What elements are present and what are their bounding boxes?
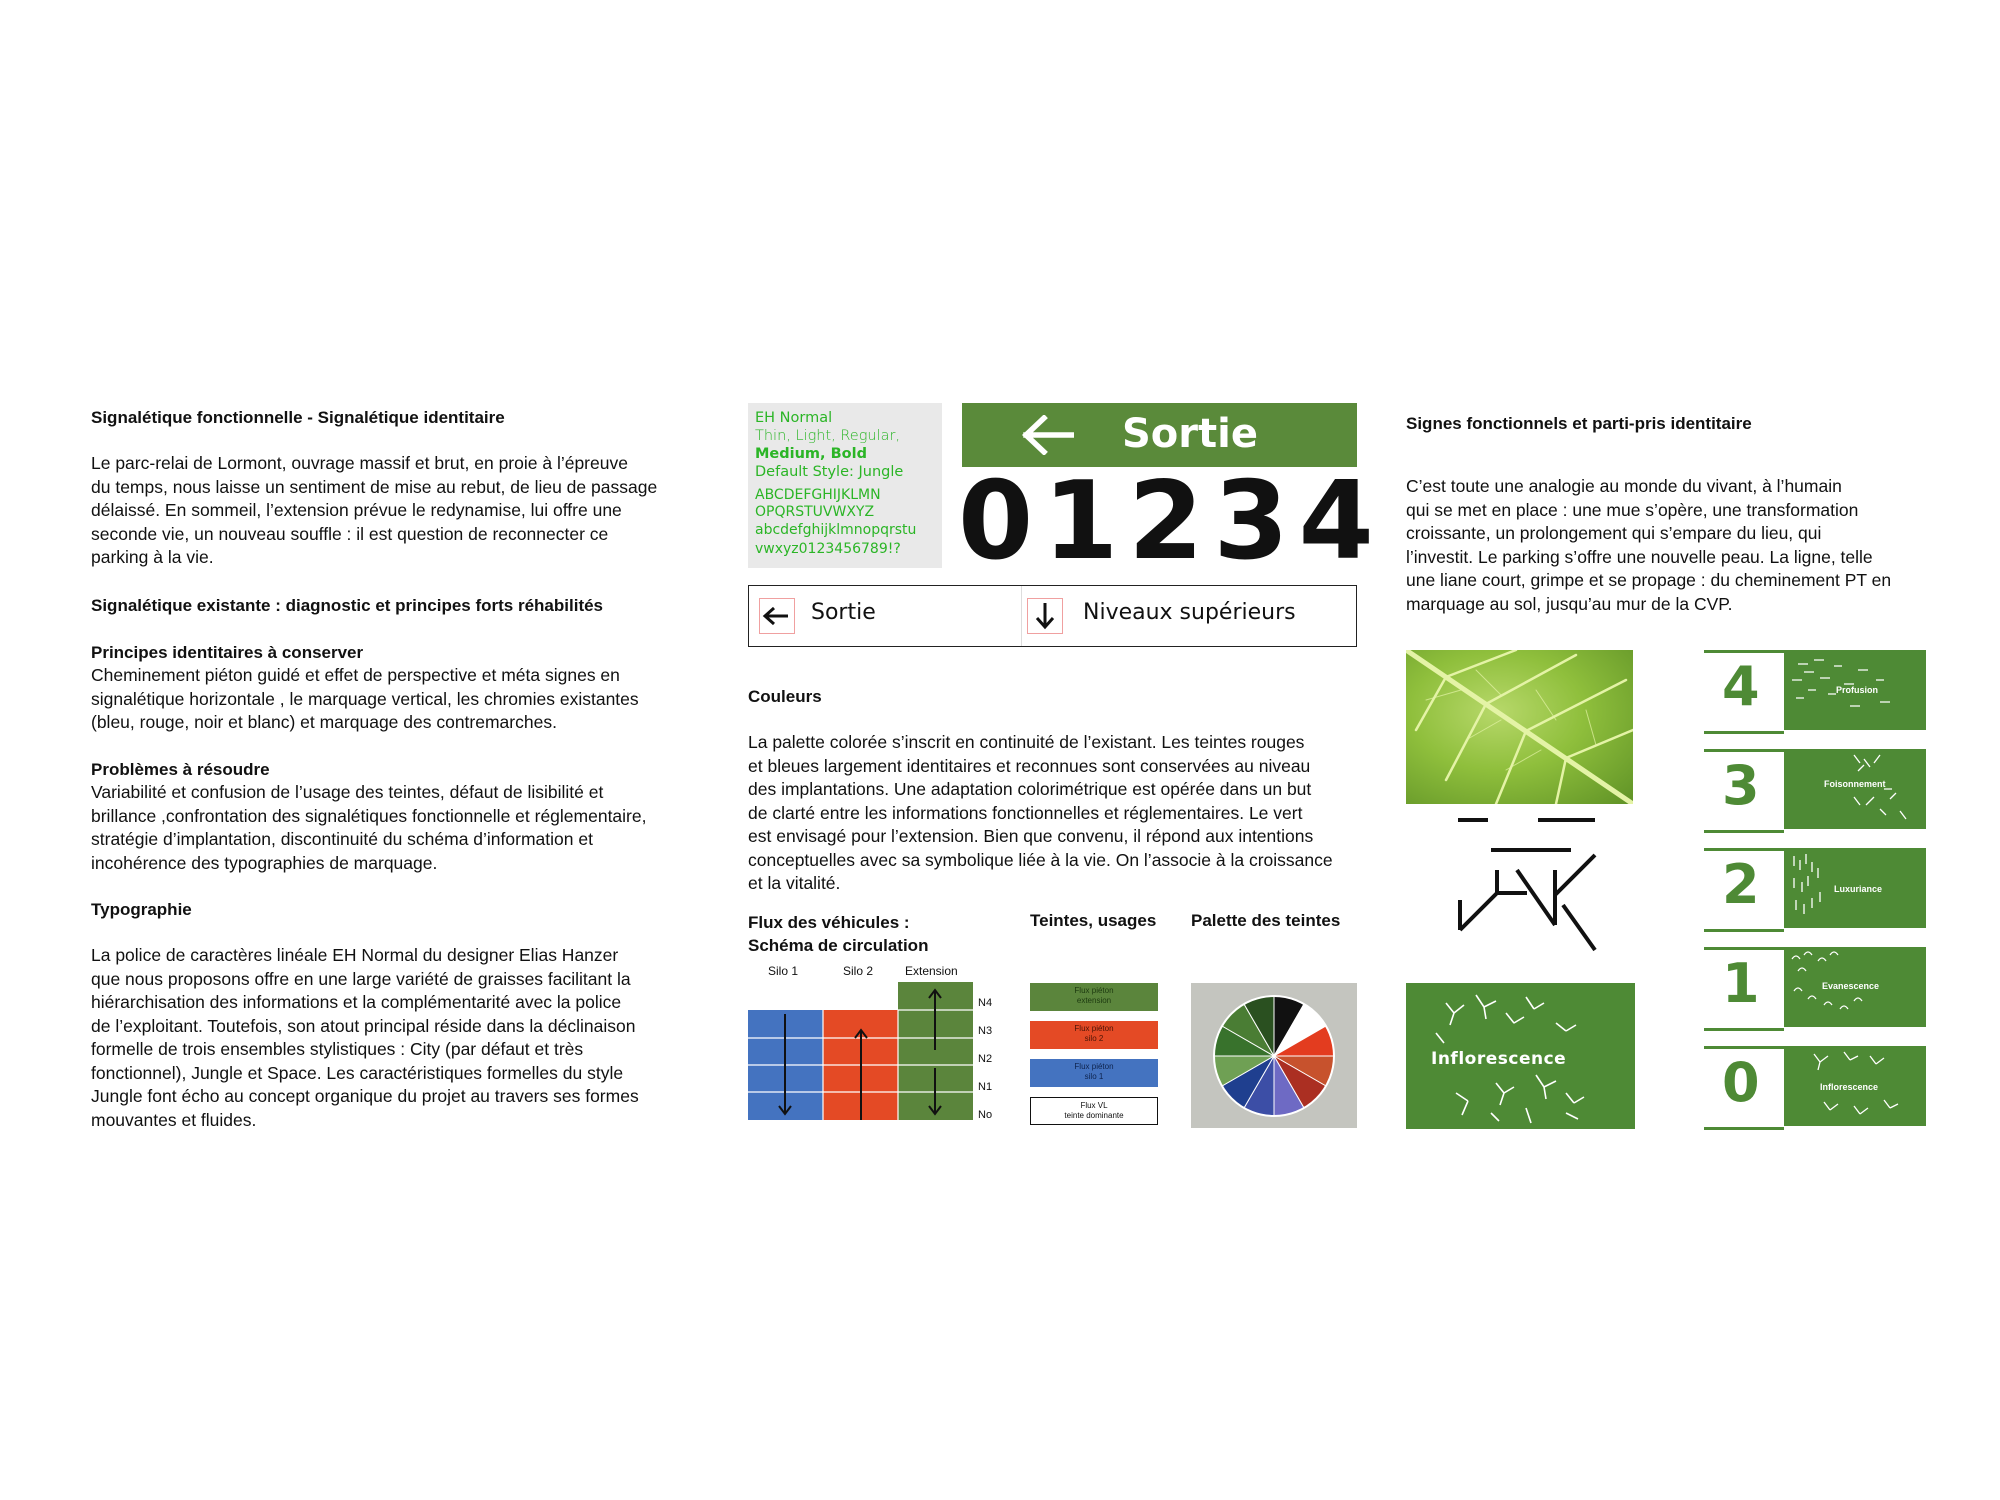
- level-tile-1: [1704, 947, 1926, 1027]
- palette-pie-panel: [1191, 983, 1357, 1128]
- right-paragraph: C’est toute une analogie au monde du vivant, à l’humain qui se met en place : une mue s’opère, une transformation croissante, un prolongement qui s’empare du lieu, qui l’investit. Le parking s’offre une nouvelle peau. La ligne, telle une liane court, grimpe et se propage : du cheminement PT en marquage au sol, jusqu’au mur de la CVP.: [1406, 476, 1892, 614]
- arrow-down-icon: [1028, 599, 1062, 633]
- level-pattern-panel: [1784, 749, 1926, 829]
- inflorescence-panel: [1406, 983, 1635, 1129]
- palette-pie: [1191, 983, 1357, 1128]
- level-label: No: [978, 1109, 993, 1121]
- problems-heading: Problèmes à résoudre: [91, 760, 270, 779]
- organic-sign-glyph: [1455, 815, 1615, 965]
- usage-swatch-extension: Flux piéton extension: [1030, 983, 1158, 1011]
- typography-paragraph: La police de caractères linéale EH Normal du designer Elias Hanzer que nous proposons offre en une large variété de graisses facilitant la hiérarchisation des informations et la complémentarité avec la police de l’exploitant. Toutefois, son atout principal réside dans la déclinaison formelle de trois ensembles stylistiques : City (par défaut et très fonctionnel), Jungle et Space. Les caractéristiques formelles du style Jungle font écho au concept organique du projet au travers ses formes mouvantes et fluides.: [91, 945, 639, 1130]
- level-number: 4: [1722, 655, 1760, 718]
- principles-paragraph: Cheminement piéton guidé et effet de perspective et méta signes en signalétique horizontale , le marquage vertical, les chromies existantes (bleu, rouge, noir et blanc) et marquage des contremarches.: [91, 665, 639, 732]
- level-tile-4: [1704, 650, 1926, 730]
- usages-heading: Teintes, usages: [1030, 911, 1157, 930]
- specimen-uppercase-1: ABCDEFGHIJKLMN: [755, 487, 881, 503]
- level-name: Profusion: [1836, 685, 1878, 695]
- usages-legend: [1030, 983, 1158, 1125]
- colors-paragraph: La palette colorée s’inscrit en continuité de l’existant. Les teintes rouges et bleues largement identitaires et reconnues sont conservées au niveau des implantations. Une adaptation colorimétrique est opérée dans un but de clarté entre les informations fonctionnelles et réglementaires. Le vert est envisagé pour l’extension. Bien que convenu, il répond aux intentions conceptuelles avec sa symbolique liée à la vie. On l’associe à la croissance et la vitalité.: [748, 732, 1333, 893]
- specimen-lowercase: abcdefghijklmnopqrstu: [755, 522, 917, 538]
- level-label: N2: [978, 1053, 993, 1065]
- level-label: N4: [978, 997, 993, 1009]
- section-title: Signalétique fonctionnelle - Signalétique identitaire: [91, 408, 505, 427]
- col-label-extension: Extension: [905, 964, 958, 978]
- level-number: 2: [1722, 853, 1760, 916]
- usage-swatch-silo2: Flux piéton silo 2: [1030, 1021, 1158, 1049]
- level-tile-2: [1704, 848, 1926, 928]
- level-label: N1: [978, 1081, 993, 1093]
- level-tile-3: [1704, 749, 1926, 829]
- level-number: 0: [1722, 1051, 1760, 1114]
- principles-heading: Principes identitaires à conserver: [91, 643, 364, 662]
- specimen-weights: Thin, Light, Regular,: [755, 428, 901, 444]
- level-pattern-panel: [1784, 848, 1926, 928]
- inflorescence-label: Inflorescence: [1431, 1049, 1567, 1069]
- colors-heading: Couleurs: [748, 687, 822, 706]
- level-number: 3: [1722, 754, 1760, 817]
- usage-swatch-vl: Flux VL teinte dominante: [1030, 1097, 1158, 1125]
- level-name: Evanescence: [1822, 981, 1880, 991]
- specimen-style: Default Style: Jungle: [755, 464, 904, 480]
- leaf-veins: [1406, 650, 1633, 804]
- sortie-large-label: Sortie: [1122, 411, 1258, 457]
- leaf-photo: [1406, 650, 1633, 804]
- usage-swatch-silo1: Flux piéton silo 1: [1030, 1059, 1158, 1087]
- level-label: N3: [978, 1025, 993, 1037]
- sortie-sign-large: [962, 403, 1357, 467]
- circulation-grid: [748, 982, 978, 1120]
- arrow-left-icon: [760, 599, 794, 633]
- level-number: 1: [1722, 952, 1760, 1015]
- level-labels: [978, 989, 992, 1129]
- sign-icon-frame: [1027, 598, 1063, 634]
- palette-heading: Palette des teintes: [1191, 911, 1341, 930]
- typography-heading: Typographie: [91, 900, 192, 919]
- level-pattern-panel: [1784, 1046, 1926, 1126]
- specimen-digits: vwxyz0123456789!?: [755, 541, 901, 557]
- specimen-weights-bold: Medium, Bold: [755, 446, 867, 462]
- level-digits: 01234: [958, 459, 1384, 584]
- right-title: Signes fonctionnels et parti-pris identitaire: [1406, 414, 1752, 433]
- sign-sortie-label: Sortie: [811, 600, 876, 625]
- level-tiles: [1704, 650, 1926, 1126]
- circulation-diagram: [748, 960, 998, 1130]
- col-label-silo2: Silo 2: [843, 964, 874, 978]
- sign-icon-frame: [759, 598, 795, 634]
- sign-niveaux-label: Niveaux supérieurs: [1083, 600, 1296, 625]
- level-pattern-panel: [1784, 650, 1926, 730]
- existing-heading: Signalétique existante : diagnostic et principes forts réhabilités: [91, 596, 604, 615]
- flux-heading: Flux des véhicules : Schéma de circulation: [748, 913, 929, 955]
- level-name: Inflorescence: [1820, 1082, 1879, 1092]
- specimen-uppercase-2: OPQRSTUVWXYZ: [755, 504, 875, 520]
- directional-sign: [748, 585, 1357, 647]
- problems-paragraph: Variabilité et confusion de l’usage des teintes, défaut de lisibilité et brillance ,confrontation des signalétiques fonctionnelle et réglementaire, stratégie d’implantation, discontinuité du schéma d’information et incohérence des typographies de marquage.: [91, 782, 647, 873]
- level-tile-0: [1704, 1046, 1926, 1126]
- col-label-silo1: Silo 1: [768, 964, 799, 978]
- specimen-font-name: EH Normal: [755, 410, 833, 426]
- level-name: Foisonnement: [1824, 779, 1886, 789]
- level-name: Luxuriance: [1834, 884, 1883, 894]
- intro-paragraph: Le parc-relai de Lormont, ouvrage massif et brut, en proie à l’épreuve du temps, nous laisse un sentiment de mise au rebut, de lieu de passage délaissé. En sommeil, l’extension prévue le redynamise, lui offre une seconde vie, un nouveau souffle : il est question de reconnecter ce parking à la vie.: [91, 453, 658, 567]
- font-specimen: [748, 403, 942, 568]
- level-pattern-panel: [1784, 947, 1926, 1027]
- arrow-left-icon: [1022, 415, 1074, 455]
